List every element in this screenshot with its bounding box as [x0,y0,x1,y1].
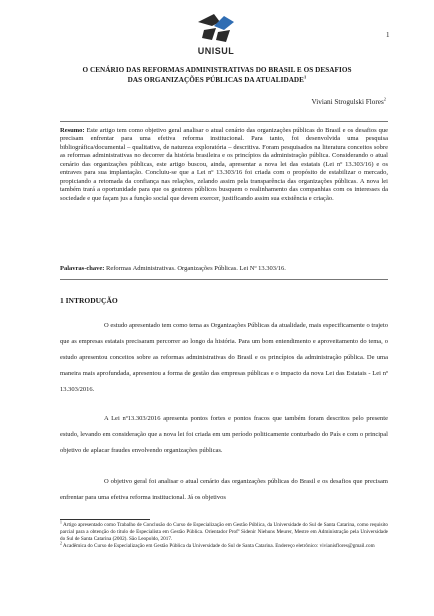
abstract-top-rule [60,121,388,122]
paragraph-2: A Lei nº13.303/2016 apresenta pontos fortes e pontos fracos que também foram descritos pelo presente estudo, levando em consideração que a nova lei foi criada em um período politicamente conturbado do País e com o principal objetivo de aplacar fraudes envolvendo organizações públicas. [60,415,388,454]
footnotes [60,522,388,550]
author-name: Viviani Strogulski Flores [311,98,384,106]
paragraph-3: O objetivo geral foi analisar o atual cenário das organizações públicas do Brasil e os desafios que precisam enfrentar para uma efetiva reforma institucional. Já os objetivos [60,478,388,501]
abstract [60,127,388,203]
footnote-1: $^1$ Artigo apresentado como Trabalho de Conclusão do Curso de Especialização em Gestão Pública, da Universidade do Sul de Santa Catarina, como requisito parcial para a obtenção do título de Especialista em Gestão Pública. Orientador Profº Sidenir Niehuns Meurer, Mestre em Administração pela Universidade do Sul de Santa Catarina (2002). São Leopoldo, 2017. [60,520,389,542]
section-heading: 1 INTRODUÇÃO [60,296,118,305]
title-line-2: DAS ORGANIZAÇÕES PÚBLICAS DA ATUALIDADE [127,76,305,84]
keywords [60,265,388,272]
paragraph-1: O estudo apresentado tem como tema as Organizações Públicas da atualidade, mais especificamente o trajeto que as empresas estatais precisaram percorrer ao longo da história. Para um bom entendimento e aproveitamento do tema, o estudo apresentou conceitos sobre as reformas administrativas do Brasil e os princípios da administração pública. De uma maneira mais aprofundada, apresentou a forma de gestão das empresas públicas e o impacto da nova Lei das Estatais - Lei nº 13.303/2016. [60,322,388,393]
abstract-bottom-rule [60,279,388,280]
footnote-separator [60,519,150,520]
author-footnote-mark[interactable]: 2 [383,96,386,102]
abstract-text: Este artigo tem como objetivo geral analisar o atual cenário das organizações públicas do Brasil e os desafios que precisam enfrentar para uma efetiva reforma institucional. Para tanto, foi desenvolvida uma pesquisa bibliográfica/documental – qualitativa, de natureza exploratória – descritiva. Foram pesquisados na literatura conceitos sobre as reformas administrativas no decorrer da história brasileira e os princípios da administração pública. Considerando o atual cenário das organizações públicas, este artigo buscou, ainda, apresentar a nova lei das estatais (Lei nº 13.303/16) e os entraves para sua implantação. Concluiu-se que a Lei nº 13.303/16 foi criada com o propósito de estabilizar o mercado, propiciando a retomada da confiança nas relações, zelando assim pela transparência das organizações públicas. A nova lei também trará a oportunidade para que os gestores públicos busquem o realinhamento das companhias com os interesses da sociedade e que façam jus a função social que devem exercer, justificando assim sua existência e criação. [60,127,389,202]
page-number: 1 [386,31,390,39]
keywords-label: Palavras-chave: [60,265,105,272]
author [200,98,386,106]
footnote-2: $^2$ Acadêmica do Curso de Especialização em Gestão Pública da Universidade do Sul de Santa Catarina. Endereço eletrônico: vivianisflores@gmail.com [60,540,375,549]
keywords-text: Reformas Administrativas. Organizações Públicas. Lei Nº 13.303/16. [106,265,286,272]
paper-title [48,65,386,85]
abstract-label: Resumo: [60,127,85,134]
title-footnote-mark[interactable]: 1 [304,74,307,80]
title-line-1: O CENÁRIO DAS REFORMAS ADMINISTRATIVAS DO BRASIL E OS DESAFIOS [82,66,352,74]
logo-wordmark: UNISUL [197,46,235,56]
